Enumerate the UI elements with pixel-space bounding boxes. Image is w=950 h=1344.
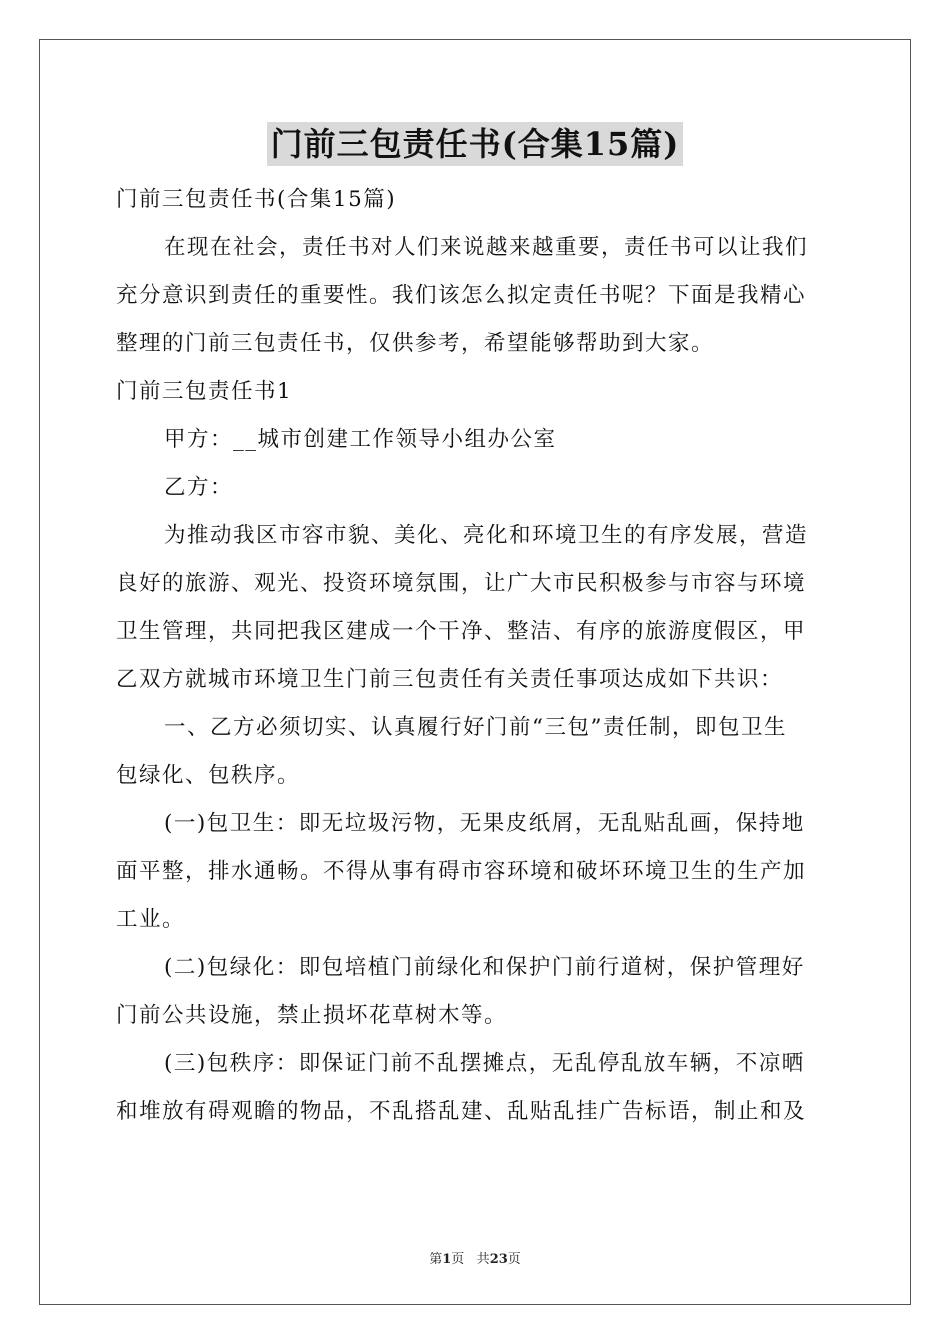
text-line: 良好的旅游、观光、投资环境氛围，让广大市民积极参与市容与环境 bbox=[116, 571, 807, 596]
text-line: 整理的门前三包责任书，仅供参考，希望能够帮助到大家。 bbox=[116, 331, 715, 356]
document-body bbox=[116, 176, 836, 1136]
footer-total-pages: 23 bbox=[489, 1252, 508, 1267]
text-line: (一)包卫生：即无垃圾污物，无果皮纸屑，无乱贴乱画，保持地 bbox=[164, 811, 805, 836]
footer-total-prefix: 共 bbox=[476, 1252, 490, 1267]
title-container bbox=[0, 122, 950, 166]
text-line: 甲方：__城市创建工作领导小组办公室 bbox=[164, 427, 557, 452]
footer-page-number: 1 bbox=[442, 1252, 452, 1267]
text-line: 门前三包责任书1 bbox=[116, 379, 293, 404]
text-line: (三)包秩序：即保证门前不乱摆摊点，无乱停乱放车辆，不凉晒 bbox=[164, 1051, 805, 1076]
text-line: 面平整，排水通畅。不得从事有碍市容环境和破坏环境卫生的生产加 bbox=[116, 859, 807, 884]
text-line: (二)包绿化：即包培植门前绿化和保护门前行道树，保护管理好 bbox=[164, 955, 805, 980]
text-line: 和堆放有碍观瞻的物品，不乱搭乱建、乱贴乱挂广告标语，制止和及 bbox=[116, 1099, 807, 1124]
text-line: 乙方： bbox=[164, 475, 234, 500]
text-line: 充分意识到责任的重要性。我们该怎么拟定责任书呢？下面是我精心 bbox=[116, 283, 807, 308]
text-line: 门前三包责任书(合集15篇) bbox=[116, 187, 397, 212]
text-line: 工业。 bbox=[116, 907, 186, 932]
text-line: 乙双方就城市环境卫生门前三包责任有关责任事项达成如下共识： bbox=[116, 667, 784, 692]
text-line: 门前公共设施，禁止损坏花草树木等。 bbox=[116, 1003, 508, 1028]
footer-page-prefix: 第 bbox=[429, 1252, 443, 1267]
text-line: 一、乙方必须切实、认真履行好门前“三包”责任制，即包卫生 bbox=[164, 715, 787, 740]
footer-total-suffix: 页 bbox=[507, 1252, 521, 1267]
footer-page-suffix: 页 bbox=[451, 1252, 465, 1267]
text-line: 包绿化、包秩序。 bbox=[116, 763, 301, 788]
text-line: 在现在社会，责任书对人们来说越来越重要，责任书可以让我们 bbox=[164, 235, 809, 260]
page-footer bbox=[0, 1248, 950, 1267]
text-line: 卫生管理，共同把我区建成一个干净、整洁、有序的旅游度假区，甲 bbox=[116, 619, 807, 644]
document-title: 门前三包责任书(合集15篇) bbox=[267, 122, 684, 166]
text-line: 为推动我区市容市貌、美化、亮化和环境卫生的有序发展，营造 bbox=[164, 523, 809, 548]
